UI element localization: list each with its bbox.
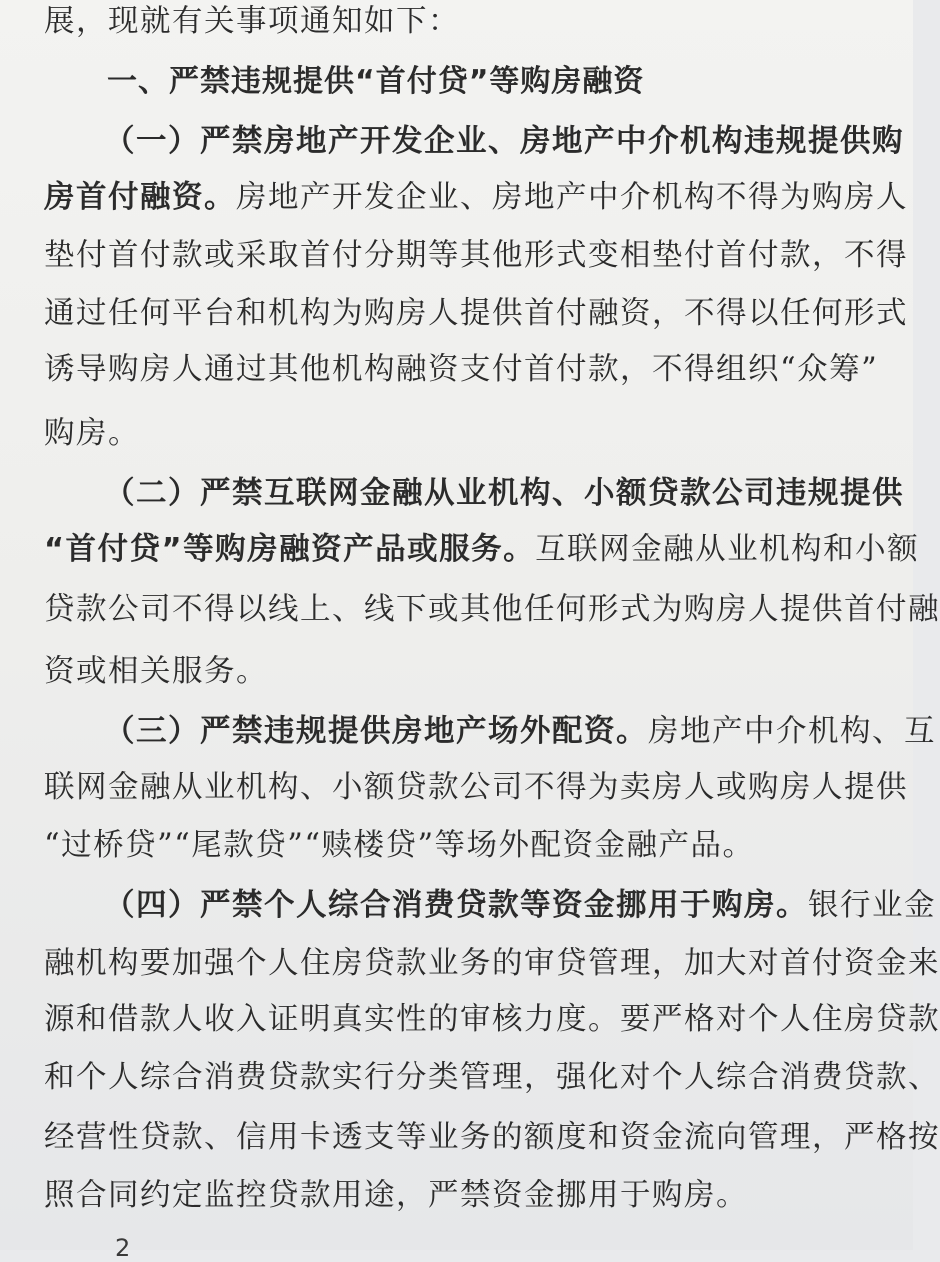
- item4-body-line5: 经营性贷款、信用卡透支等业务的额度和资金流向管理，严格按: [44, 1120, 940, 1155]
- item3-body-line1: 房地产中介机构、互: [648, 714, 936, 749]
- next-line-fragment: 2: [115, 1234, 131, 1262]
- item2-body-line2: 贷款公司不得以线上、线下或其他任何形式为购房人提供首付融: [44, 592, 940, 627]
- item3-body-line2: 联网金融从业机构、小额贷款公司不得为卖房人或购房人提供: [44, 770, 908, 805]
- item4-title: （四）严禁个人综合消费贷款等资金挪用于购房。: [104, 888, 808, 923]
- item4-line1: [104, 886, 936, 926]
- item1-line2: [44, 178, 908, 218]
- item1-title-line1: （一）严禁房地产开发企业、房地产中介机构违规提供购: [104, 124, 904, 159]
- item4-body-line1: 银行业金: [808, 888, 936, 923]
- intro-line: 展，现就有关事项通知如下：: [44, 4, 460, 39]
- item1-body-line4: 诱导购房人通过其他机构融资支付首付款，不得组织“众筹”: [44, 352, 879, 387]
- item4-body-line4: 和个人综合消费贷款实行分类管理，强化对个人综合消费贷款、: [44, 1060, 940, 1095]
- section-heading: 一、严禁违规提供“首付贷”等购房融资: [107, 64, 645, 99]
- item1-title-end: 房首付融资。: [44, 180, 236, 215]
- item2-body-line3: 资或相关服务。: [44, 654, 268, 689]
- item2-line2: [44, 530, 919, 570]
- item1-body-line2: 垫付首付款或采取首付分期等其他形式变相垫付首付款，不得: [44, 238, 908, 273]
- item3-title: （三）严禁违规提供房地产场外配资。: [104, 714, 648, 749]
- item4-body-line6: 照合同约定监控贷款用途，严禁资金挪用于购房。: [44, 1178, 748, 1213]
- item3-line1: [104, 712, 936, 752]
- item4-body-line2: 融机构要加强个人住房贷款业务的审贷管理，加大对首付资金来: [44, 946, 940, 981]
- item1-body-line3: 通过任何平台和机构为购房人提供首付融资，不得以任何形式: [44, 296, 908, 331]
- item3-body-line3: “过桥贷”“尾款贷”“赎楼贷”等场外配资金融产品。: [44, 828, 755, 863]
- item2-body-line1: 互联网金融从业机构和小额: [535, 532, 920, 567]
- item1-body-line1: 房地产开发企业、房地产中介机构不得为购房人: [236, 180, 908, 215]
- item2-title-end: “首付贷”等购房融资产品或服务。: [44, 532, 536, 567]
- item2-title-line1: （二）严禁互联网金融从业机构、小额贷款公司违规提供: [104, 476, 904, 511]
- item1-body-line5: 购房。: [44, 416, 140, 451]
- item4-body-line3: 源和借款人收入证明真实性的审核力度。要严格对个人住房贷款: [44, 1002, 940, 1037]
